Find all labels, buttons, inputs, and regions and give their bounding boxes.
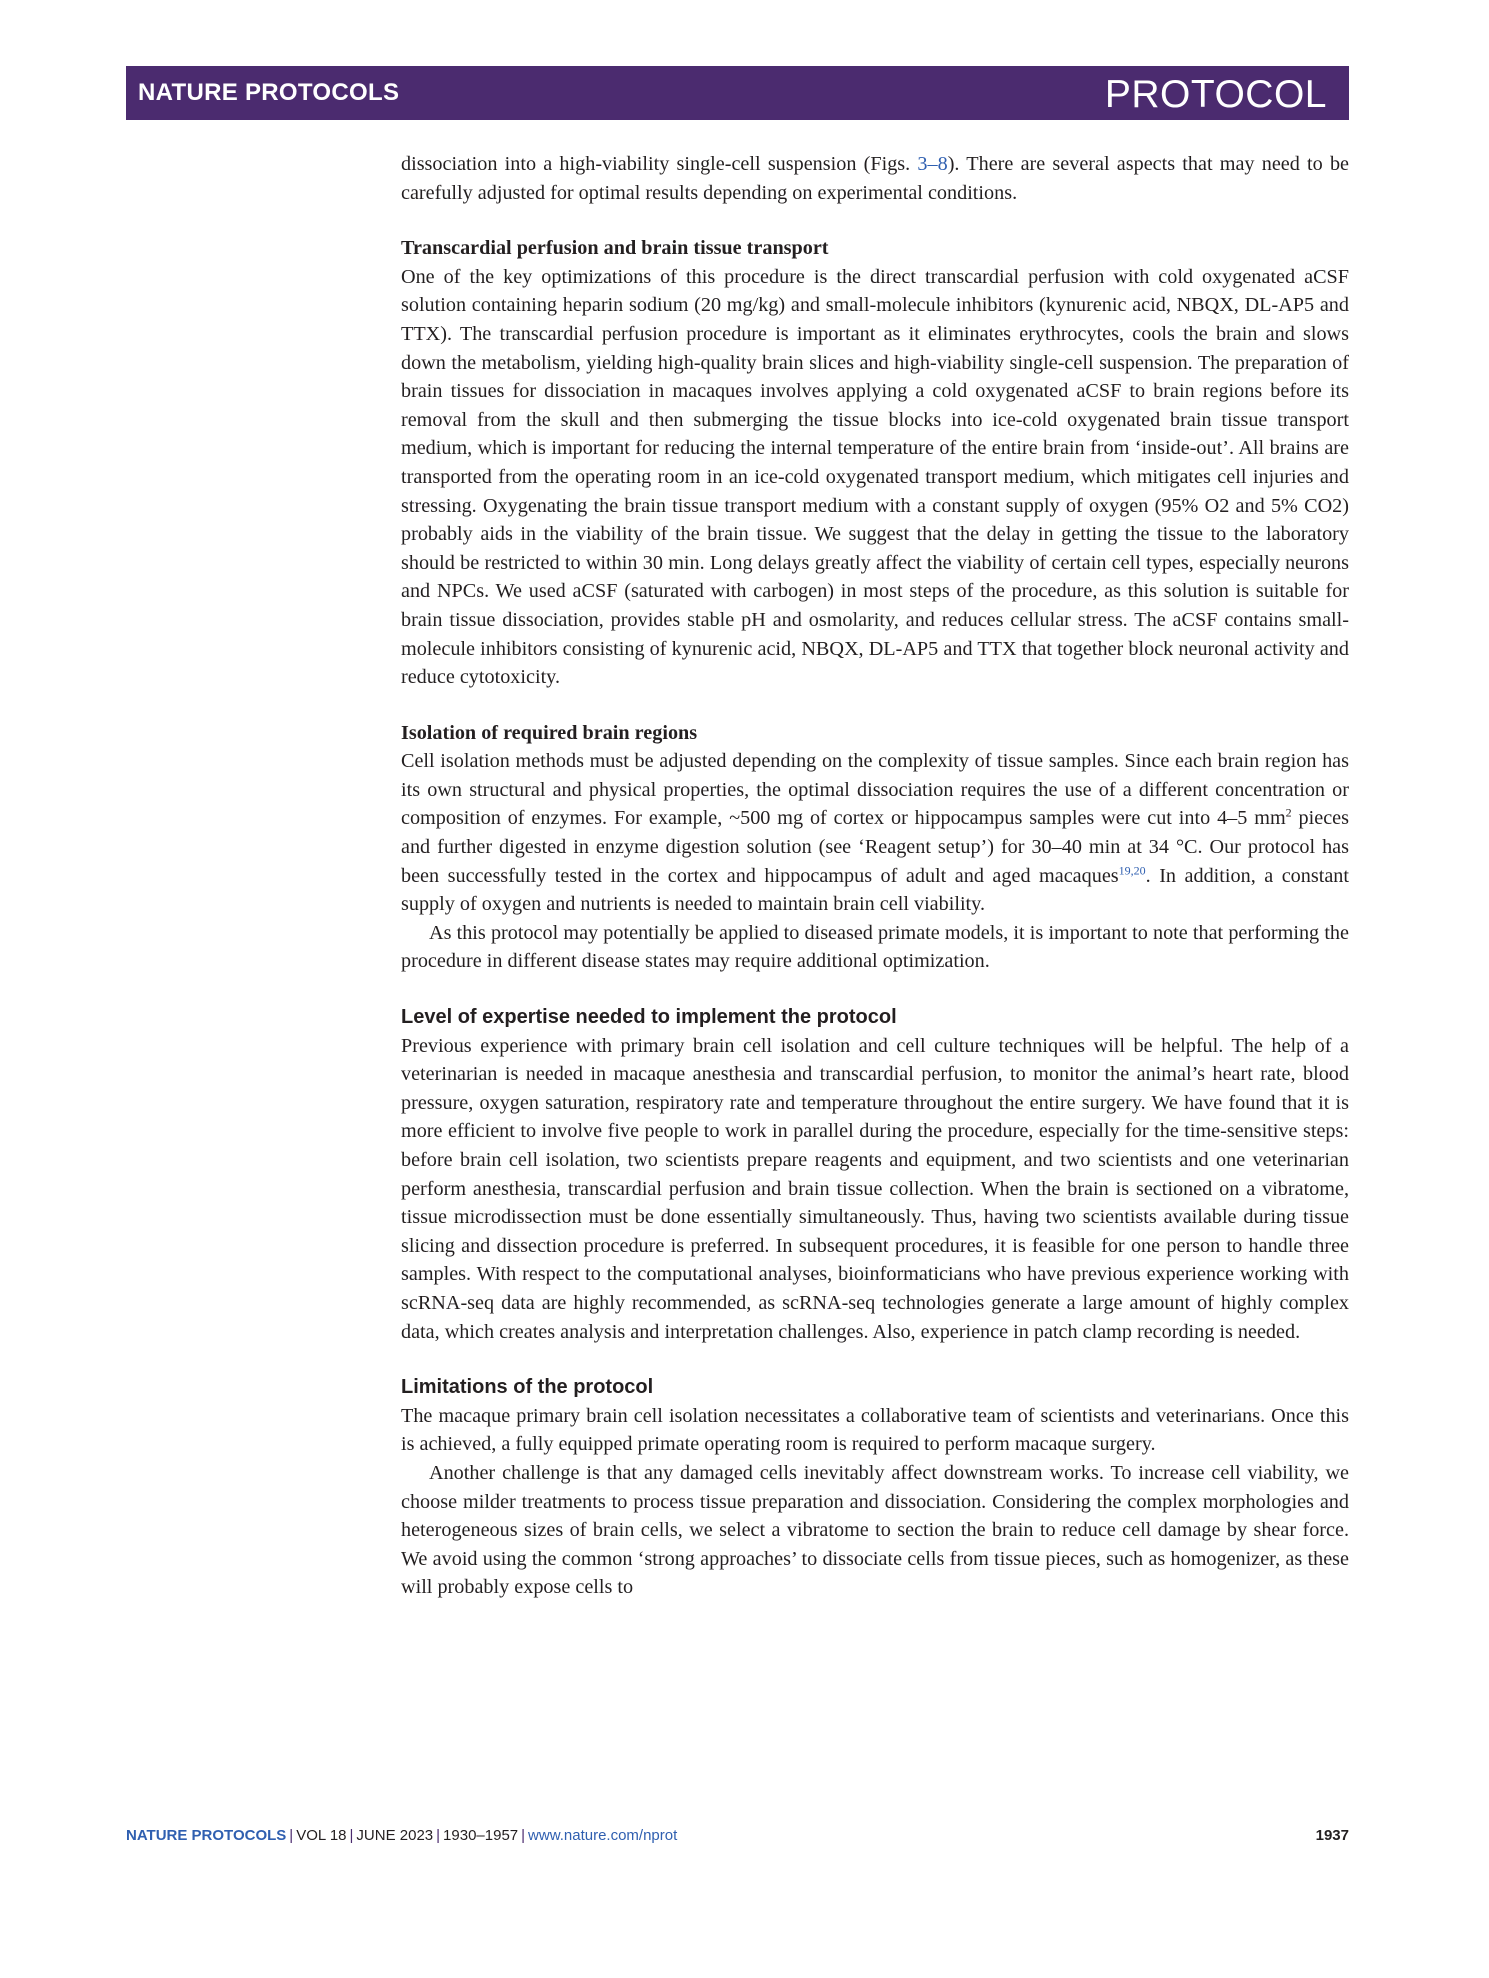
footer-pages: 1930–1957 (443, 1827, 519, 1844)
isolation-text-a: Cell isolation methods must be adjusted depending on the complexity of tissue samples. Since each brain region has its own structural and physical properties, the optimal dissociation requires the use of a different concentration or composition of enzymes. For example, ~500 mg of cortex or hippocampus samples were cut into 4–5 mm (401, 750, 1349, 830)
reference-link[interactable]: 19,20 (1118, 862, 1146, 877)
isolation-text-c: . In addition, a constant supply of oxygen and nutrients is needed to maintain brain cell viability. (401, 864, 1349, 916)
heading-isolation-regions: Isolation of required brain regions (401, 721, 698, 744)
paragraph-limitations-1: The macaque primary brain cell isolation necessitates a collaborative team of scientists and veterinarians. Once this is achieved, a fully equipped primate operating room is required to perform macaque surgery. (401, 1404, 1349, 1456)
page-number: 1937 (1315, 1827, 1349, 1844)
intro-text-end: ). There are several aspects that may need to be carefully adjusted for optimal results depending on experimental conditions. (401, 153, 1350, 204)
footer-separator: | (521, 1827, 526, 1844)
intro-paragraph (401, 150, 1349, 207)
paragraph-isolation-1 (401, 747, 1349, 919)
isolation-text-b: pieces and further digested in enzyme digestion solution (see ‘Reagent setup’) for 30–40 min at 34 °C. Our protocol has been successfully tested in the cortex and hippocampus of adult and aged macaques (401, 807, 1349, 887)
paragraph-isolation-2: As this protocol may potentially be applied to diseased primate models, it is important to note that performing the procedure in different disease states may require additional optimization. (401, 921, 1349, 973)
intro-text-start: dissociation into a high-viability single-cell suspension (Figs. (401, 153, 918, 175)
paragraph-limitations-2: Another challenge is that any damaged cells inevitably affect downstream works. To increase cell viability, we choose milder treatments to process tissue preparation and dissociation. Considering the complex morphologies and heterogeneous sizes of brain cells, we select a vibratome to section the brain to reduce cell damage by shear force. We avoid using the common ‘strong approaches’ to dissociate cells from tissue pieces, such as homogenizer, as these will probably expose cells to (401, 1461, 1349, 1599)
footer-url-link[interactable]: www.nature.com/nprot (528, 1827, 678, 1844)
journal-name: NATURE PROTOCOLS (138, 79, 400, 106)
figure-link[interactable]: 3–8 (917, 153, 948, 175)
article-type-label: PROTOCOL (1104, 73, 1327, 116)
footer-citation (126, 1827, 677, 1844)
footer-separator: | (289, 1827, 294, 1844)
footer-separator: | (436, 1827, 441, 1844)
heading-limitations: Limitations of the protocol (401, 1376, 654, 1399)
footer-journal: NATURE PROTOCOLS (126, 1827, 287, 1844)
heading-expertise: Level of expertise needed to implement the protocol (401, 1006, 897, 1029)
heading-transcardial-perfusion: Transcardial perfusion and brain tissue transport (401, 237, 829, 260)
paragraph-transcardial-perfusion: One of the key optimizations of this procedure is the direct transcardial perfusion with cold oxygenated aCSF solution containing heparin sodium (20 mg/kg) and small-molecule inhibitors (kynurenic acid, NBQX, DL-AP5 and TTX). The transcardial perfusion procedure is important as it eliminates erythrocytes, cools the brain and slows down the metabolism, yielding high-quality brain slices and high-viability single-cell suspension. The preparation of brain tissues for dissociation in macaques involves applying a cold oxygenated aCSF to brain regions before its removal from the skull and then submerging the tissue blocks into ice-cold oxygenated brain tissue transport medium, which is important for reducing the internal temperature of the entire brain from ‘inside-out’. All brains are transported from the operating room in an ice-cold oxygenated transport medium, which mitigates cell injuries and stressing. Oxygenating the brain tissue transport medium with a constant supply of oxygen (95% O2 and 5% CO2) probably aids in the viability of the brain tissue. We suggest that the delay in getting the tissue to the laboratory should be restricted to within 30 min. Long delays greatly affect the viability of certain cell types, especially neurons and NPCs. We used aCSF (saturated with carbogen) in most steps of the procedure, as this solution is suitable for brain tissue dissociation, provides stable pH and osmolarity, and reduces cellular stress. The aCSF contains small-molecule inhibitors consisting of kynurenic acid, NBQX, DL-AP5 and TTX that together block neuronal activity and reduce cytotoxicity. (401, 265, 1349, 689)
footer-separator: | (349, 1827, 354, 1844)
footer-volume: VOL 18 (296, 1827, 347, 1844)
paragraph-expertise: Previous experience with primary brain cell isolation and cell culture techniques will be helpful. The help of a veterinarian is needed in macaque anesthesia and transcardial perfusion, to monitor the animal’s heart rate, blood pressure, oxygen saturation, respiratory rate and temperature throughout the entire surgery. We have found that it is more efficient to involve five people to work in parallel during the procedure, especially for the time-sensitive steps: before brain cell isolation, two scientists prepare reagents and equipment, and two scientists and one veterinarian perform anesthesia, transcardial perfusion and brain tissue collection. When the brain is sectioned on a vibratome, tissue microdissection must be done essentially simultaneously. Thus, having two scientists available during tissue slicing and dissection procedure is preferred. In subsequent procedures, it is feasible for one person to handle three samples. With respect to the computational analyses, bioinformaticians who have previous experience working with scRNA-seq data are highly recommended, as scRNA-seq technologies generate a large amount of highly complex data, which creates analysis and interpretation challenges. Also, experience in patch clamp recording is needed. (401, 1034, 1349, 1343)
article-body (401, 150, 1349, 1602)
journal-header-bar (126, 66, 1349, 120)
superscript-squared: 2 (1285, 805, 1292, 820)
page-footer (126, 1827, 1349, 1849)
footer-date: JUNE 2023 (356, 1827, 434, 1844)
